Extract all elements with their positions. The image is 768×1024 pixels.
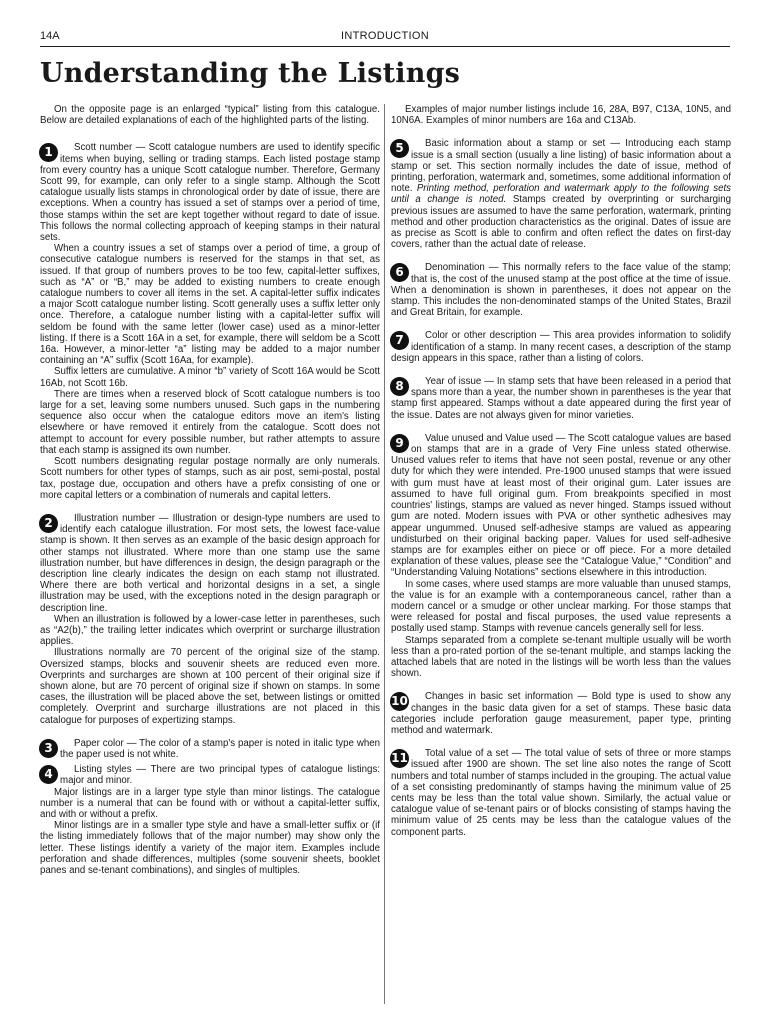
section-paragraph: Scott numbers designating regular postage normally are only numerals. Scott numbers for other types of stamps, such as air post, semi-postal, postal tax, postage due, occupation and others have a prefix consisting of one or more capital letters or a combination of numerals and capital letters.	[40, 456, 380, 501]
right-column	[391, 104, 731, 838]
section-paragraph: Changes in basic set information — Bold type is used to show any changes in the basic data given for a set of stamps. These basic data categories include perforation gauge measurement, paper type, printing method and watermark.	[391, 691, 731, 736]
section-listing-styles	[40, 764, 380, 876]
section-paragraph: Value unused and Value used — The Scott catalogue values are based on stamps that are in a grade of Very Fine unless stated otherwise. Unused values refer to items that have not seen postal, revenue or any other duty for which they were intended. Pre-1900 unused stamps that were issued with gum must have at least most of their original gum. Later issues are assumed to have full original gum. From breakpoints specified in most countries' listings, stamps are valued as never hinged. Stamps issued without gum are noted. Modern issues with PVA or other synthetic adhesives may appear ungummed. Unused self-adhesive stamps are valued as appearing undisturbed on their original backing paper. Values for used self-adhesive stamps are for examples either on piece or off piece. For a more detailed explanation of these values, please see the “Catalogue Value,” “Condition” and “Understanding Valuing Notations” sections elsewhere in this introduction.	[391, 432, 731, 579]
page-header	[40, 28, 730, 46]
section-paragraph: Paper color — The color of a stamp's paper is noted in italic type when the paper used is not white.	[60, 737, 380, 760]
section-paragraph: Minor listings are in a smaller type style and have a small-letter suffix or (if the listing immediately follows that of the major number) may show only the letter. These listings identify a variety of the major item. Examples include perforation and shade differences, multiples (some souvenir sheets, booklet panes and se-tenant combinations), and singles of multiples.	[40, 820, 380, 876]
section-paragraph: Illustrations normally are 70 percent of the original size of the stamp. Oversized stamps, blocks and souvenir sheets are reduced even more. Overprints and surcharges are shown at 100 percent of their original size if shown alone, but are 70 percent of original size if shown on stamps. In some cases, the illustration will be placed above the set, between listings or omitted completely. Overprint and surcharge illustrations are not placed in this catalogue for purposes of expertizing stamps.	[40, 647, 380, 726]
intro-paragraph: On the opposite page is an enlarged “typical” listing from this catalogue. Below are detailed explanations of each of the highlighted parts of the listing.	[40, 104, 380, 127]
section-scott-number	[40, 142, 380, 501]
section-total-value	[391, 748, 731, 838]
section-paragraph: Listing styles — There are two principal types of catalogue listings: major and minor.	[60, 764, 380, 787]
callout-number-badge: 5	[390, 139, 409, 158]
section-paragraph: Suffix letters are cumulative. A minor “b” variety of Scott 16A would be Scott 16Ab, not Scott 16b.	[40, 366, 380, 389]
section-paragraph: There are times when a reserved block of Scott catalogue numbers is too large for a set, leaving some numbers unused. Such gaps in the numbering sequence also occur when the catalogue editors move an item's listing elsewhere or have removed it entirely from the catalogue. Scott does not attempt to account for every possible number, but rather attempts to assure that each stamp is assigned its own number.	[40, 388, 380, 456]
section-paragraph: Stamps separated from a complete se-tenant multiple usually will be worth less than a pro-rated portion of the se-tenant multiple, and stamps lacking the attached labels that are noted in the listings will be worth less than the values shown.	[391, 634, 731, 680]
callout-number-badge: 8	[390, 377, 409, 396]
section-year-of-issue	[391, 376, 731, 421]
section-paragraph: When a country issues a set of stamps over a period of time, a group of consecutive catalogue numbers is reserved for the stamps in that set, as issued. If that group of numbers proves to be too few, capital-letter suffixes, such as “A” or “B,” may be added to existing numbers to create enough catalogue numbers to cover all items in the set. A capital-letter suffix indicates a major Scott catalogue number listing. Scott generally uses a suffix letter only once. Therefore, a catalogue number listing with a capital-letter suffix will seldom be found with the same letter (lower case) used as a minor-letter listing. If there is a Scott 16A in a set, for example, there will seldom be a Scott 16a. However, a minor-letter “a” listing may be added to a major number containing an “A” suffix (Scott 16Aa, for example).	[40, 243, 380, 367]
section-paragraph: Illustration number — Illustration or design-type numbers are used to identify each catalogue illustration. For most sets, the lowest face-value stamp is shown. It then serves as an example of the basic design approach for other stamps not illustrated. Where more than one stamp use the same illustration number, but have differences in design, the design paragraph or the description line clearly indicates the design on each stamp not illustrated. Where there are both vertical and horizontal designs in a set, a single illustration may be used, with the exceptions noted in the design paragraph or description line.	[40, 512, 380, 614]
section-paragraph: Color or other description — This area provides information to solidify identification of a stamp. In many recent cases, a description of the stamp design appears in this space, rather than a listing of colors.	[391, 330, 731, 364]
callout-number-badge: 1	[39, 143, 58, 162]
section-italic-note: Printing method, perforation and watermark apply to the following sets until a change is noted.	[391, 183, 731, 206]
section-value-unused-used	[391, 433, 731, 679]
header-rule	[40, 46, 730, 47]
section-paragraph: Examples of major number listings include 16, 28A, B97, C13A, 10N5, and 10N6A. Examples of minor numbers are 16a and C13Ab.	[391, 104, 731, 127]
callout-number-badge: 11	[390, 749, 409, 768]
section-denomination	[391, 262, 731, 318]
section-changes-basic-info	[391, 691, 731, 736]
callout-number-badge: 4	[39, 765, 58, 784]
callout-number-badge: 2	[39, 514, 58, 533]
section-illustration-number	[40, 513, 380, 726]
callout-number-badge: 9	[390, 434, 409, 453]
section-text: Basic information about a stamp or set — Introducing each stamp issue is a small section (usually a line listing) of basic information about a stamp or set. This section normally includes the date of issue, method of printing, perforation, watermark and, sometimes, some additional information of note.	[391, 138, 731, 195]
callout-number-badge: 6	[390, 263, 409, 282]
callout-number-badge: 10	[390, 692, 409, 711]
section-paper-color	[40, 738, 380, 760]
section-text: Stamps created by overprinting or surcharging previous issues are assumed to have the same perforation, watermark, printing method and other production characteristics as the original. Dates of issue are as precise as Scott is able to confirm and often reflect the dates on first-day covers, rather than the actual date of release.	[391, 194, 731, 251]
callout-number-badge: 7	[390, 331, 409, 350]
section-paragraph: Denomination — This normally refers to the face value of the stamp; that is, the cost of the unused stamp at the post office at the time of issue. When a denomination is shown in parentheses, it does not appear on the stamp. This includes the non-denominated stamps of the United States, Brazil and Great Britain, for example.	[391, 262, 731, 319]
section-paragraph: Total value of a set — The total value of sets of three or more stamps issued after 1900 are shown. The set line also notes the range of Scott numbers and total number of stamps included in the grouping. The actual value of a set consisting predominantly of stamps having the minimum value of 25 cents may be less than the total value shown. Similarly, the actual value or catalogue value of se-tenant pairs or of blocks consisting of stamps having the minimum value of 25 cents may be less than the catalogue values of the component parts.	[391, 748, 731, 838]
section-paragraph: Year of issue — In stamp sets that have been released in a period that spans more than a year, the number shown in parentheses is the year that stamp first appeared. Stamps without a date appeared during the first year of the issue. Dates are not always given for minor varieties.	[391, 376, 731, 421]
section-basic-information	[391, 138, 731, 250]
section-paragraph: In some cases, where used stamps are more valuable than unused stamps, the value is for an example with a contemporaneous cancel, rather than a modern cancel or a smudge or other unclear marking. For those stamps that were released for postal and fiscal purposes, the used value represents a postally used stamp. Stamps with revenue cancels generally sell for less.	[391, 578, 731, 635]
column-divider	[384, 104, 385, 1004]
section-paragraph: Major listings are in a larger type style than minor listings. The catalogue number is a numeral that can be found with or without a capital-letter suffix, and with or without a prefix.	[40, 786, 380, 820]
left-column	[40, 104, 380, 876]
section-paragraph: Scott number — Scott catalogue numbers are used to identify specific items when buying, selling or trading stamps. Each listed postage stamp from every country has a unique Scott catalogue number. Therefore, Germany Scott 99, for example, can only refer to a single stamp. Although the Scott catalogue usually lists stamps in chronological order by date of issue, there are exceptions. When a country has issued a set of stamps over a period of time, those stamps within the set are kept together without regard to date of issue. This follows the normal collecting approach of keeping stamps in their natural sets.	[40, 142, 380, 244]
callout-number-badge: 3	[39, 739, 58, 758]
section-color-description	[391, 330, 731, 364]
section-paragraph: When an illustration is followed by a lower-case letter in parentheses, such as “A2(b),” the trailing letter indicates which overprint or surcharge illustration applies.	[40, 613, 380, 648]
page-title: Understanding the Listings	[40, 58, 461, 89]
running-title: INTRODUCTION	[341, 30, 429, 42]
page-number: 14A	[40, 30, 60, 42]
section-paragraph	[391, 138, 731, 250]
